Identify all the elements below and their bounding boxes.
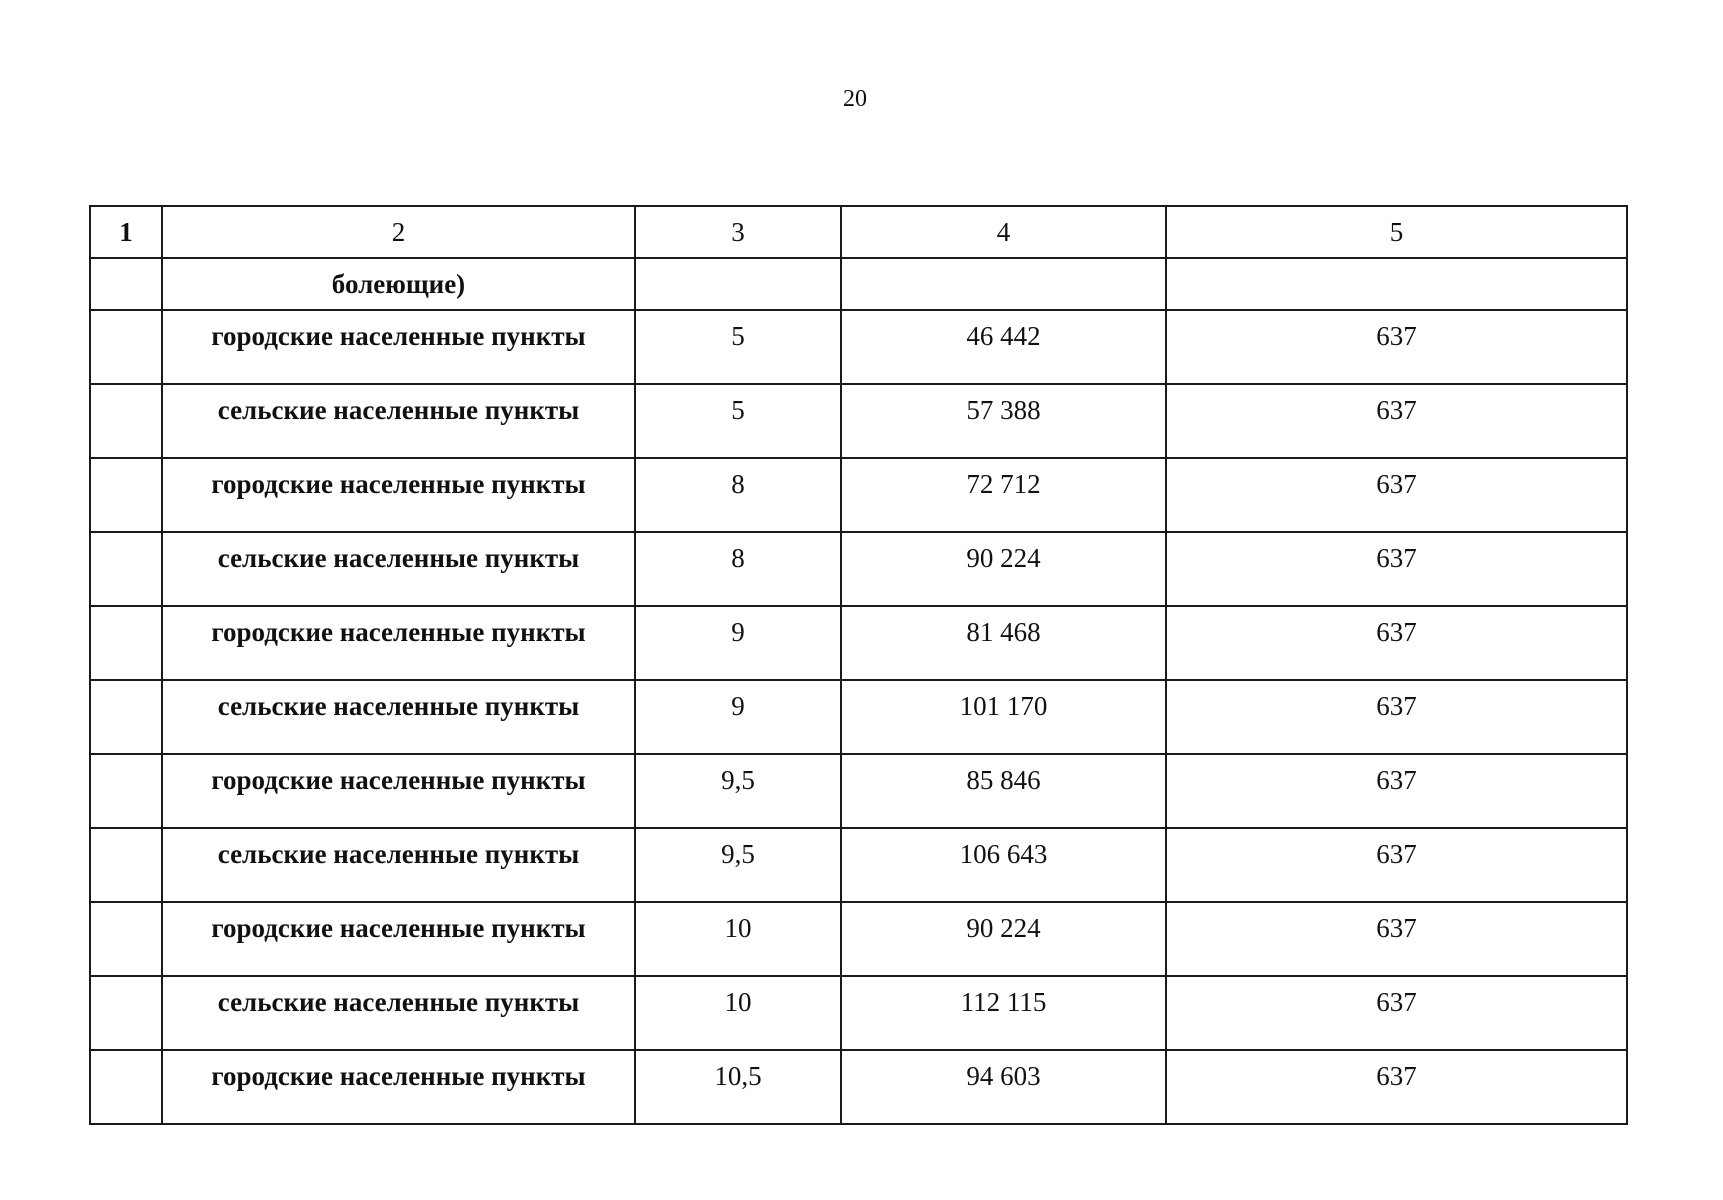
column-number-3: 3 <box>635 206 841 258</box>
cell-value-4: 112 115 <box>841 976 1166 1050</box>
cell-name: сельские населенные пункты <box>162 828 635 902</box>
cell-index <box>90 384 162 458</box>
table-row <box>90 902 1627 976</box>
cell-value-5: 637 <box>1166 458 1627 532</box>
table-row <box>90 532 1627 606</box>
cell-value-5: 637 <box>1166 828 1627 902</box>
cell-value-3: 8 <box>635 458 841 532</box>
table-row <box>90 754 1627 828</box>
cell-value-5: 637 <box>1166 532 1627 606</box>
cell-name: городские населенные пункты <box>162 754 635 828</box>
cell-value-4: 72 712 <box>841 458 1166 532</box>
cell-value-4: 90 224 <box>841 532 1166 606</box>
cell-value-5: 637 <box>1166 606 1627 680</box>
cell-value-5: 637 <box>1166 384 1627 458</box>
cell-index <box>90 310 162 384</box>
cell-name: сельские населенные пункты <box>162 680 635 754</box>
cell-index <box>90 1050 162 1124</box>
cell-index <box>90 680 162 754</box>
data-table <box>89 205 1628 1125</box>
cell-value-4: 106 643 <box>841 828 1166 902</box>
table-row <box>90 828 1627 902</box>
table-row <box>90 384 1627 458</box>
table-row <box>90 606 1627 680</box>
cell-value-4: 81 468 <box>841 606 1166 680</box>
cell-value-3: 5 <box>635 310 841 384</box>
table-row <box>90 976 1627 1050</box>
table-row <box>90 1050 1627 1124</box>
cell-value-4: 57 388 <box>841 384 1166 458</box>
cell-value-3: 10 <box>635 976 841 1050</box>
cell-value-4: 101 170 <box>841 680 1166 754</box>
cell-index <box>90 828 162 902</box>
cell-name: городские населенные пункты <box>162 1050 635 1124</box>
cell-value-3 <box>635 258 841 310</box>
cell-index <box>90 976 162 1050</box>
cell-name: сельские населенные пункты <box>162 976 635 1050</box>
cell-value-3: 9 <box>635 680 841 754</box>
cell-value-5: 637 <box>1166 754 1627 828</box>
cell-value-4 <box>841 258 1166 310</box>
cell-index <box>90 532 162 606</box>
cell-index <box>90 606 162 680</box>
cell-name: сельские населенные пункты <box>162 532 635 606</box>
cell-index <box>90 902 162 976</box>
cell-index <box>90 258 162 310</box>
cell-value-3: 9 <box>635 606 841 680</box>
cell-value-3: 10 <box>635 902 841 976</box>
page-number: 20 <box>843 86 867 112</box>
cell-name: городские населенные пункты <box>162 458 635 532</box>
table-row <box>90 310 1627 384</box>
cell-value-3: 10,5 <box>635 1050 841 1124</box>
cell-name: городские населенные пункты <box>162 902 635 976</box>
cell-name: болеющие) <box>162 258 635 310</box>
column-number-4: 4 <box>841 206 1166 258</box>
column-number-2: 2 <box>162 206 635 258</box>
table-row <box>90 680 1627 754</box>
column-number-5: 5 <box>1166 206 1627 258</box>
cell-index <box>90 458 162 532</box>
cell-value-5: 637 <box>1166 902 1627 976</box>
cell-value-5 <box>1166 258 1627 310</box>
cell-value-4: 85 846 <box>841 754 1166 828</box>
cell-value-5: 637 <box>1166 976 1627 1050</box>
cell-value-3: 9,5 <box>635 754 841 828</box>
cell-value-5: 637 <box>1166 1050 1627 1124</box>
cell-value-5: 637 <box>1166 310 1627 384</box>
continuation-row <box>90 258 1627 310</box>
cell-value-5: 637 <box>1166 680 1627 754</box>
table-row <box>90 458 1627 532</box>
cell-value-4: 46 442 <box>841 310 1166 384</box>
cell-name: сельские населенные пункты <box>162 384 635 458</box>
cell-value-4: 90 224 <box>841 902 1166 976</box>
cell-name: городские населенные пункты <box>162 310 635 384</box>
cell-value-3: 8 <box>635 532 841 606</box>
cell-value-4: 94 603 <box>841 1050 1166 1124</box>
column-number-row <box>90 206 1627 258</box>
cell-value-3: 9,5 <box>635 828 841 902</box>
cell-value-3: 5 <box>635 384 841 458</box>
cell-index <box>90 754 162 828</box>
column-number-1: 1 <box>90 206 162 258</box>
cell-name: городские населенные пункты <box>162 606 635 680</box>
